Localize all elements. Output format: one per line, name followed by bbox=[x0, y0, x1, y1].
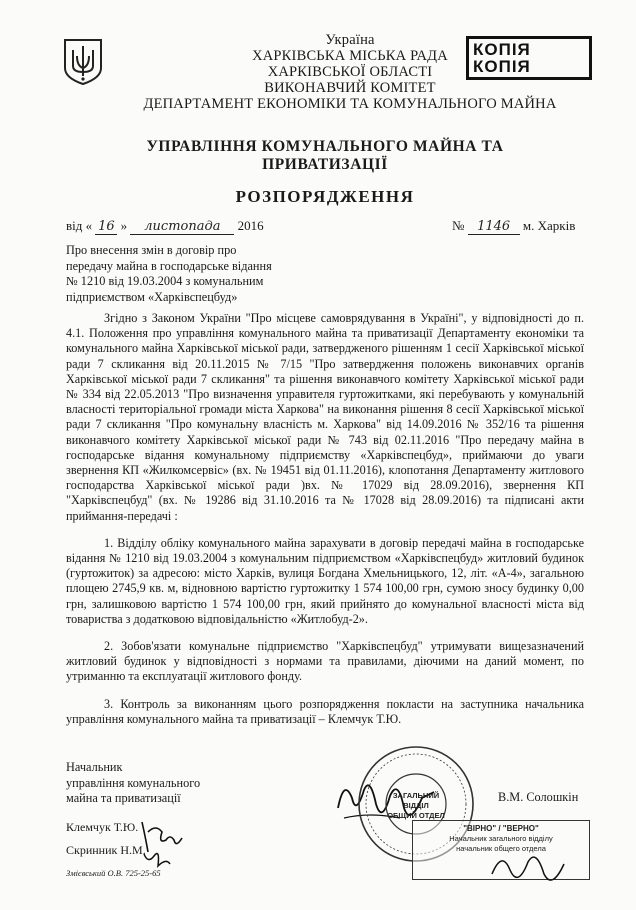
item-3-paragraph: 3. Контроль за виконанням цього розпорядження покласти на заступника начальника управління комунального майна та приватизації – Клемчук Т.Ю. bbox=[66, 696, 584, 726]
executor-note: Змієвський О.В. 725-25-65 bbox=[66, 868, 161, 878]
document-place: м. Харків bbox=[522, 218, 576, 233]
header-country: Україна bbox=[325, 32, 375, 48]
header-region: ХАРКІВСЬКОЇ ОБЛАСТІ bbox=[267, 64, 433, 80]
date-month: листопада bbox=[130, 219, 234, 235]
approver-2: Скринник Н.М. bbox=[66, 843, 146, 857]
signer-name: В.М. Солошкін bbox=[498, 790, 579, 804]
letterhead bbox=[120, 32, 580, 112]
handwritten-initials bbox=[136, 810, 192, 874]
item-1-paragraph: 1. Відділу обліку комунального майна зарахувати в договір передачі майна в господарське відання № 1210 від 19.03.2004 з комунальним підприємством «Харківспецбуд» житловий будинок (гуртожиток) за адресою: місто Харків, вулиця Богдана Хмельницького, 12, літ. «А-4», загальною площею 2745,9 кв. м, відновною вартістю гуртожитку 1 574 100,00 грн, сумою зносу будинку 0,00 грн, залишковою вартістю 1 574 100,00 грн, який прийнято до комунальної власності міста від товариства з додатковою відповідальністю «Житлобуд-2». bbox=[66, 535, 584, 626]
preamble-paragraph: Згідно з Законом України "Про місцеве самоврядування в Україні", у відповідності до п. 4.1. Положення про управління комунального майна та приватизації Департаменту економіки та комунального майна Харківської міської ради, затвердженого рішенням 1 сесії Харківської міської ради 7 скликання від 20.11.2015 № 7/15 "Про затвердження положень виконавчих органів Харківської міської ради 7 скликання" та рішення виконавчого комітету Харківської міської ради № 334 від 22.05.2013 "Про визначення управителя гуртожитками, які перебувають у комунальній власності територіальної громади міста Харкова" на виконання рішення 8 сесії Харківської міської ради 7 скликання "Про комунальну власність м. Харкова" від 14.09.2016 № 352/16 та рішення виконавчого комітету Харківської міської ради № 743 від 02.11.2016 "Про передачу майна в господарське відання комунальному підприємству «Харківспецбуд», приймаючи до уваги звернення КП «Жилкомсервіс» (вх. № 19451 від 01.11.2016), клопотання Департаменту житлового господарства Харківської міської ради )вх. № 17029 від 28.09.2016), звернення КП "Харківспецбуд" (вх. № 19286 від 31.10.2016 та № 17028 від 28.09.2016) та підписані акти приймання-передачі : bbox=[66, 311, 584, 523]
copy-stamp: КОПІЯ КОПІЯ bbox=[466, 36, 592, 80]
office-title: УПРАВЛІННЯ КОМУНАЛЬНОГО МАЙНА ТА ПРИВАТИЗАЦІЇ bbox=[146, 138, 504, 173]
document-type: РОЗПОРЯДЖЕННЯ bbox=[235, 187, 415, 206]
document-body bbox=[66, 311, 584, 727]
trident-emblem-icon bbox=[62, 38, 104, 86]
seal-center-line-2: ВІДДІЛ bbox=[403, 801, 429, 810]
verno-stamp: "ВІРНО" / "ВЕРНО" Начальник загального відділу начальник общего отдела bbox=[412, 820, 590, 880]
header-council: ХАРКІВСЬКА МІСЬКА РАДА bbox=[252, 48, 448, 64]
header-committee: ВИКОНАВЧИЙ КОМІТЕТ bbox=[264, 80, 436, 96]
approver-1: Клемчук Т.Ю. bbox=[66, 820, 139, 834]
date-line: від « 16 » листопада 2016 № 1146 м. Харків bbox=[66, 218, 576, 234]
date-year: 2016 bbox=[237, 218, 264, 233]
seal-center-line-3: ОБЩИЙ ОТДЕЛ bbox=[387, 811, 445, 820]
header-department: ДЕПАРТАМЕНТ ЕКОНОМІКИ ТА КОМУНАЛЬНОГО МАЙНА bbox=[143, 96, 557, 112]
item-2-paragraph: 2. Зобов'язати комунальне підприємство "Харківспецбуд" утримувати вищезазначений житловий будинок у відповідності з нормами та правилами, діючими на даний момент, по утриманню та експлуатації житлового фонду. bbox=[66, 639, 584, 684]
date-day: 16 bbox=[95, 219, 117, 235]
signature-title: Начальник управління комунального майна та приватизації bbox=[66, 760, 201, 805]
seal-center-line-1: ЗАГАЛЬНИЙ bbox=[392, 791, 440, 800]
document-number: № 1146 м. Харків bbox=[452, 218, 576, 234]
document-subject: Про внесення змін в договір про передачу майна в господарське відання № 1210 від 19.03.2004 з комунальним підприємством «Харківспецбуд» bbox=[66, 243, 272, 304]
verno-signature bbox=[488, 844, 578, 894]
